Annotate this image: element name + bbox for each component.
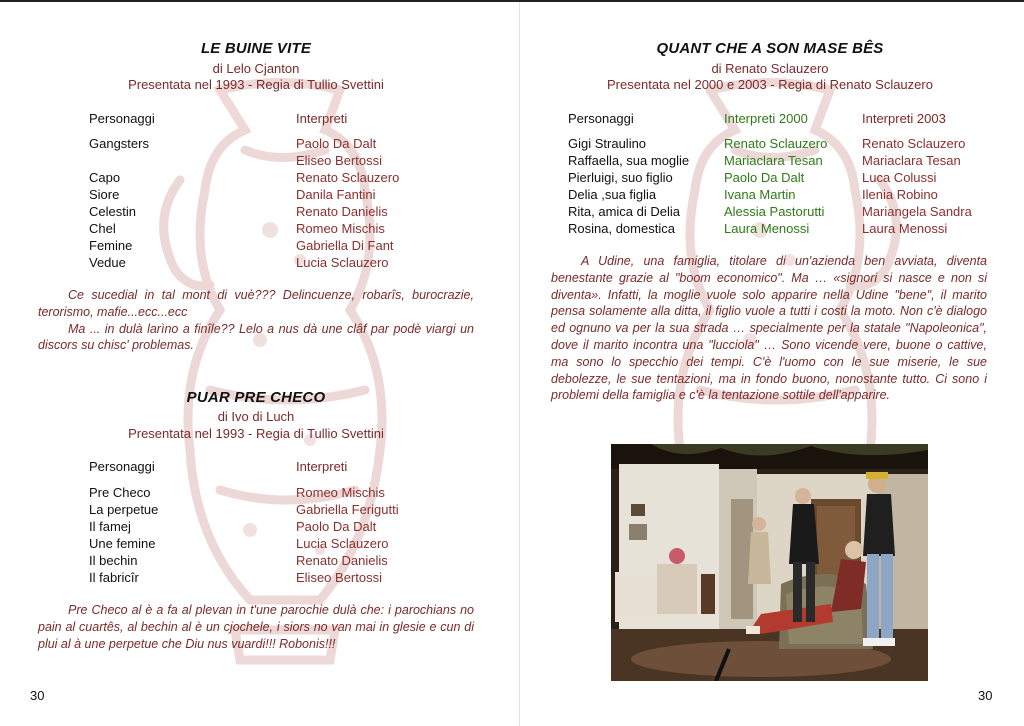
cast-actor: Ivana Martin [724,187,796,202]
synopsis-paragraph: Pre Checo al è a fa al plevan in t'une parochie dulà che: i parochians no pain al cuartês, al bechin al è un cjochele, i siors no van mai in glesie e cun di plui al à une perpetue che Diu nus vuardi!!! Robonis!!! [38,603,474,651]
actors-header: Interpreti [296,459,348,474]
page-number: 30 [978,688,993,703]
cast-actor: Renato Sclauzero [724,136,828,151]
cast-actor: Paolo Da Dalt [724,170,805,185]
actors-header: Interpreti [296,111,348,126]
play-synopsis [38,287,474,354]
cast-actor: Mariangela Sandra [862,204,972,219]
play-presented: Presentata nel 1993 - Regia di Tullio Svettini [128,426,384,441]
cast-role: Gigi Straulino [568,136,647,151]
cast-actors-2000 [724,135,827,237]
cast-actor: Mariaclara Tesan [862,153,961,168]
cast-actor: Paolo Da Dalt [296,519,377,534]
cast-role: Gangsters [89,136,149,151]
cast-actor: Ilenia Robino [862,187,938,202]
synopsis-paragraph: Ma ... in dulà larìno a finîle?? Lelo a nus dà une clâf par podè viargi un discors su chisc' problemas. [38,321,474,353]
play-synopsis [38,602,474,652]
cast-role: Rita, amica di Delia [568,204,680,219]
roles-header: Personaggi [89,459,155,474]
play-author: di Renato Sclauzero [711,61,829,76]
cast-role: Pre Checo [89,485,151,500]
cast-role: Celestin [89,204,136,219]
cast-role: Il famej [89,519,131,534]
play-title: LE BUINE VITE [200,40,312,57]
cast-actors [296,135,399,271]
synopsis-paragraph: Ce sucedial in tal mont di vuè??? Delincuenze, robarîs, burocrazie, terorismo, mafie...ecc...ecc [38,288,474,319]
cast-actor: Mariaclara Tesan [724,153,823,168]
actors-2000-header: Interpreti 2000 [724,111,808,126]
cast-role: Femine [89,238,133,253]
cast-actor: Renato Danielis [296,553,388,568]
cast-actor: Laura Menossi [862,221,948,236]
cast-actor: Gabriella Ferigutti [296,502,399,517]
cast-roles [89,135,149,271]
play-synopsis [551,253,987,404]
play-title: QUANT CHE A SON MASE BÊS [656,40,884,57]
cast-role: Pierluigi, suo figlio [568,170,673,185]
cast-actor: Gabriella Di Fant [296,238,394,253]
cast-actor: Eliseo Bertossi [296,570,382,585]
cast-role: Rosina, domestica [568,221,675,236]
stage-photo [611,444,928,681]
cast-actor: Romeo Mischis [296,221,385,236]
cast-actor: Renato Sclauzero [862,136,966,151]
play-presented: Presentata nel 1993 - Regia di Tullio Svettini [128,77,384,92]
cast-actor: Alessia Pastorutti [724,204,825,219]
cast-actors-2003 [862,135,972,237]
cast-role: Delia ,sua figlia [568,187,657,202]
cast-role: Siore [89,187,120,202]
play-author: di Ivo di Luch [217,409,295,424]
synopsis-paragraph: A Udine, una famiglia, titolare di un'azienda ben avviata, diventa benestante grazie al "boom economico". Ma … «signori si nasce e non si diventa». Infatti, la moglie vuole solo apparire nella Udine "bene", il marito pensa solamente alla ditta, il figlio vuole a tutti i costi la moto. Non c'è dialogo ed ognuno va per la sua strada … specialmente per la statale "Napoleonica", dove il marito incontra una "lucciola" … Sono vicende vere, buone o cattive, ma sono lo specchio dei tempi. C'è l'uomo con le sue miserie, le sue debolezze, le sue tentazioni, ma in fondo buono, nonostante tutto. Ci sono i problemi della famiglia e c'è la tentazione sottile dell'apparire. [551,254,987,403]
cast-actor: Luca Colussi [862,170,937,185]
cast-role: Vedue [89,255,126,270]
cast-roles [89,484,158,586]
cast-actor: Danila Fantini [296,187,376,202]
cast-actors [296,484,399,586]
cast-role: Il bechin [89,553,138,568]
cast-actor: Lucia Sclauzero [296,536,389,551]
roles-header: Personaggi [568,111,634,126]
cast-role [89,152,149,169]
page-number: 30 [30,688,45,703]
page-gutter [519,2,520,726]
cast-actor: Laura Menossi [724,221,810,236]
cast-actor: Romeo Mischis [296,485,385,500]
cast-actor: Renato Danielis [296,204,388,219]
cast-actor: Lucia Sclauzero [296,255,389,270]
cast-role: Il fabricîr [89,570,139,585]
cast-role: Une femine [89,536,156,551]
cast-role: La perpetue [89,502,159,517]
actors-2003-header: Interpreti 2003 [862,111,946,126]
cast-actor: Renato Sclauzero [296,170,400,185]
cast-actor: Paolo Da Dalt [296,136,377,151]
play-presented: Presentata nel 2000 e 2003 - Regia di Renato Sclauzero [607,77,933,92]
cast-role: Capo [89,170,121,185]
roles-header: Personaggi [89,111,155,126]
stage-scene-illustration [611,444,928,681]
cast-role: Raffaella, sua moglie [568,153,690,168]
top-rule [0,0,1024,2]
play-title: PUAR PRE CHECO [186,389,326,406]
cast-role: Chel [89,221,116,236]
play-author: di Lelo Cjanton [212,61,300,76]
cast-actor: Eliseo Bertossi [296,153,382,168]
cast-roles [568,135,689,237]
